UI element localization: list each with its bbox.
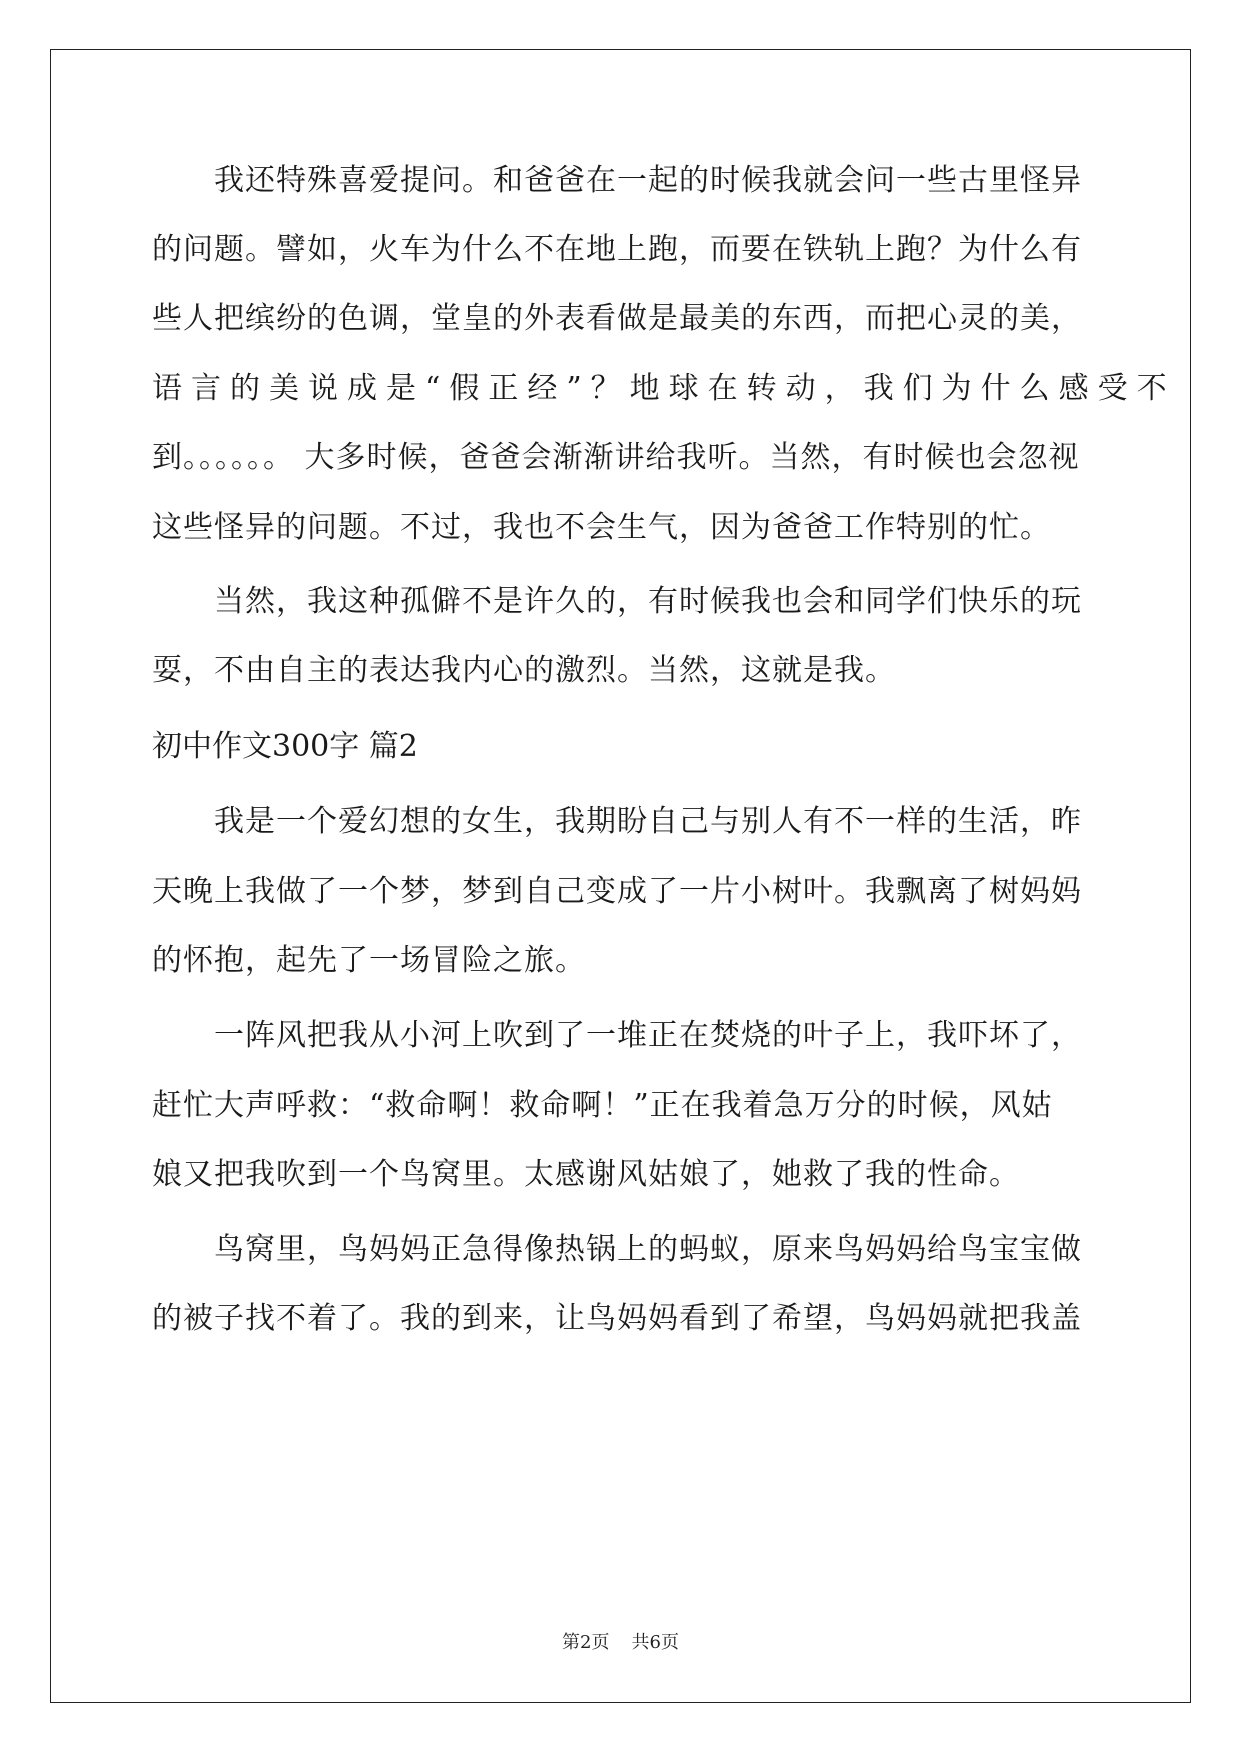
paragraph-1-line-6: 这些怪异的问题。不过，我也不会生气，因为爸爸工作特别的忙。 [152,510,1051,545]
paragraph-1-line-4: 语言的美说成是“假正经”？地球在转动，我们为什么感受不 [152,371,1176,406]
paragraph-5-line-2: 的被子找不着了。我的到来，让鸟妈妈看到了希望，鸟妈妈就把我盖 [152,1301,1082,1336]
page-total: 共6页 [631,1632,679,1653]
paragraph-2-line-2: 耍，不由自主的表达我内心的激烈。当然，这就是我。 [152,653,896,688]
page-footer [0,1628,1241,1654]
page-number: 第2页 [562,1632,610,1653]
paragraph-3-line-3: 的怀抱，起先了一场冒险之旅。 [152,943,586,978]
paragraph-3-line-2: 天晚上我做了一个梦，梦到自己变成了一片小树叶。我飘离了树妈妈 [152,874,1082,909]
paragraph-1-line-2: 的问题。譬如，火车为什么不在地上跑，而要在铁轨上跑？为什么有 [152,232,1082,267]
paragraph-3-line-1: 我是一个爱幻想的女生，我期盼自己与别人有不一样的生活，昨 [214,804,1082,839]
paragraph-1-line-5: 到。。。。。。 大多时候，爸爸会渐渐讲给我听。当然，有时候也会忽视 [152,440,1080,475]
paragraph-4-line-3: 娘又把我吹到一个鸟窝里。太感谢风姑娘了，她救了我的性命。 [152,1157,1020,1192]
paragraph-1-line-1: 我还特殊喜爱提问。和爸爸在一起的时候我就会问一些古里怪异 [214,163,1082,198]
section-heading: 初中作文300字 篇2 [152,729,418,764]
paragraph-5-line-1: 鸟窝里，鸟妈妈正急得像热锅上的蚂蚁，原来鸟妈妈给鸟宝宝做 [214,1232,1082,1267]
paragraph-2-line-1: 当然，我这种孤僻不是许久的，有时候我也会和同学们快乐的玩 [214,584,1082,619]
paragraph-4-line-2: 赶忙大声呼救：“救命啊！救命啊！”正在我着急万分的时候，风姑 [152,1088,1053,1123]
paragraph-4-line-1: 一阵风把我从小河上吹到了一堆正在焚烧的叶子上，我吓坏了， [214,1018,1082,1053]
paragraph-1-line-3: 些人把缤纷的色调，堂皇的外表看做是最美的东西，而把心灵的美， [152,301,1082,336]
